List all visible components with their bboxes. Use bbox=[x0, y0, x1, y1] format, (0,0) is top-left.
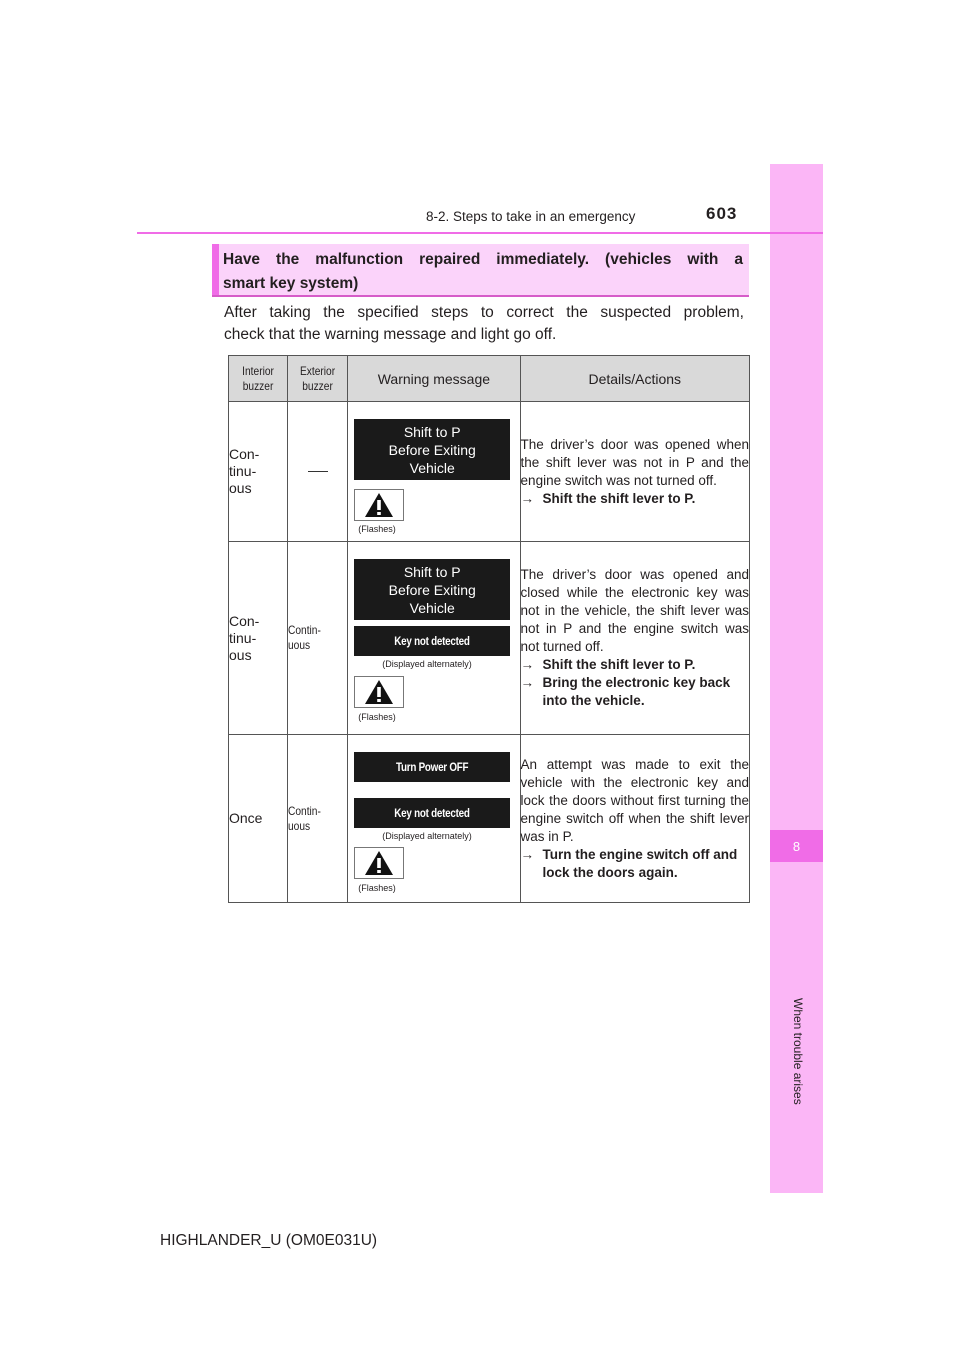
header-exterior-l2: buzzer bbox=[302, 378, 333, 393]
display-line: Shift to P bbox=[403, 424, 461, 440]
flash-note: (Flashes) bbox=[358, 524, 396, 534]
master-warning-icon bbox=[364, 492, 394, 518]
display-line: Before Exiting bbox=[388, 582, 476, 598]
header-interior-buzzer bbox=[229, 356, 288, 402]
interior-text: Once bbox=[229, 810, 263, 826]
warning-message-cell bbox=[348, 735, 520, 903]
dash-mark bbox=[308, 471, 328, 472]
warning-light-box bbox=[354, 489, 404, 521]
interior-text: Con- bbox=[229, 446, 260, 462]
master-warning-icon bbox=[364, 850, 394, 876]
exterior-text: uous bbox=[288, 818, 311, 833]
header-warning-message: Warning message bbox=[348, 356, 520, 402]
details-text: The driver’s door was opened and closed while the electronic key was not in the vehicle, the shift lever was not in P and the engine switch was not turned off. bbox=[520, 567, 749, 654]
interior-text: ous bbox=[229, 480, 252, 496]
interior-buzzer-cell bbox=[229, 735, 288, 903]
details-cell bbox=[520, 542, 749, 735]
warning-light-box bbox=[354, 676, 404, 708]
interior-buzzer-cell bbox=[229, 542, 288, 735]
interior-text: ous bbox=[229, 646, 252, 663]
header-interior-l1: Interior bbox=[242, 363, 274, 378]
display-line: Key not detected bbox=[394, 634, 470, 648]
action-item bbox=[521, 674, 749, 710]
page-number: 603 bbox=[706, 204, 738, 223]
table-row bbox=[229, 735, 750, 903]
interior-text: tinu- bbox=[229, 463, 257, 479]
header-exterior-l1: Exterior bbox=[300, 363, 336, 378]
exterior-text: Contin- bbox=[288, 623, 321, 637]
message-display-power bbox=[354, 752, 510, 782]
section-heading-line1: Have the malfunction repaired immediately. (vehicles with a bbox=[223, 251, 743, 268]
display-line: Turn Power OFF bbox=[396, 760, 469, 774]
table-header-row bbox=[229, 356, 750, 402]
chapter-number-tab[interactable] bbox=[770, 830, 823, 862]
header-details-actions: Details/Actions bbox=[520, 356, 749, 402]
interior-buzzer-cell bbox=[229, 402, 288, 542]
arrow-icon: → bbox=[520, 657, 535, 672]
details-text: The driver’s door was opened when the shift lever was not in P and the engine switch was not turned off. bbox=[520, 436, 749, 488]
action-item bbox=[521, 846, 749, 882]
display-line: Vehicle bbox=[409, 600, 455, 616]
action-text: Bring the electronic key back into the vehicle. bbox=[542, 675, 731, 708]
action-text: Turn the engine switch off and lock the doors again. bbox=[542, 846, 738, 880]
table-row bbox=[229, 542, 750, 735]
table-row bbox=[229, 402, 750, 542]
arrow-icon: → bbox=[520, 675, 535, 690]
header-interior-l2: buzzer bbox=[242, 378, 274, 393]
exterior-buzzer-cell bbox=[288, 542, 348, 735]
chapter-number: 8 bbox=[792, 838, 801, 854]
arrow-icon: → bbox=[520, 490, 535, 506]
header-exterior-buzzer bbox=[288, 356, 348, 402]
section-heading-line2: smart key system) bbox=[223, 275, 359, 292]
exterior-buzzer-cell bbox=[288, 402, 348, 542]
action-item bbox=[521, 656, 749, 674]
details-cell bbox=[520, 402, 749, 542]
warning-light-box bbox=[354, 847, 404, 879]
exterior-buzzer-cell bbox=[288, 735, 348, 903]
intro-line1: After taking the specified steps to correct the suspected problem, bbox=[224, 304, 744, 321]
flash-note: (Flashes) bbox=[358, 883, 396, 893]
alternate-note: (Displayed alternately) bbox=[382, 659, 472, 669]
display-line: Vehicle bbox=[409, 460, 455, 476]
action-text: Shift the shift lever to P. bbox=[542, 490, 696, 506]
action-text: Shift the shift lever to P. bbox=[542, 657, 696, 672]
message-display bbox=[354, 559, 510, 620]
intro-line2: check that the warning message and light go off. bbox=[224, 326, 557, 343]
display-line: Shift to P bbox=[403, 564, 461, 580]
action-item bbox=[521, 490, 749, 508]
exterior-text: uous bbox=[288, 638, 311, 652]
running-header-title: 8-2. Steps to take in an emergency bbox=[426, 209, 636, 224]
section-heading-accent bbox=[212, 244, 219, 296]
master-warning-icon bbox=[364, 679, 394, 705]
footer-model-code: HIGHLANDER_U (OM0E031U) bbox=[160, 1232, 378, 1249]
interior-text: tinu- bbox=[229, 629, 257, 646]
exterior-text: Contin- bbox=[288, 803, 321, 818]
header-rule bbox=[137, 232, 823, 234]
warning-message-cell bbox=[348, 542, 520, 735]
display-line: Key not detected bbox=[394, 806, 470, 820]
warning-message-cell bbox=[348, 402, 520, 542]
message-display-key bbox=[354, 798, 510, 828]
arrow-icon: → bbox=[520, 846, 535, 862]
details-text: An attempt was made to exit the vehicle with the electronic key and lock the doors without first turning the engine switch off when the shift lever was in P. bbox=[520, 756, 749, 844]
flash-note: (Flashes) bbox=[358, 712, 396, 722]
details-cell bbox=[520, 735, 749, 903]
interior-text: Con- bbox=[229, 612, 260, 629]
alternate-note: (Displayed alternately) bbox=[382, 831, 472, 841]
display-line: Before Exiting bbox=[388, 442, 476, 458]
chapter-label: When trouble arises bbox=[791, 998, 805, 1105]
warning-table bbox=[228, 355, 750, 903]
message-display bbox=[354, 419, 510, 480]
message-display-key bbox=[354, 626, 510, 656]
